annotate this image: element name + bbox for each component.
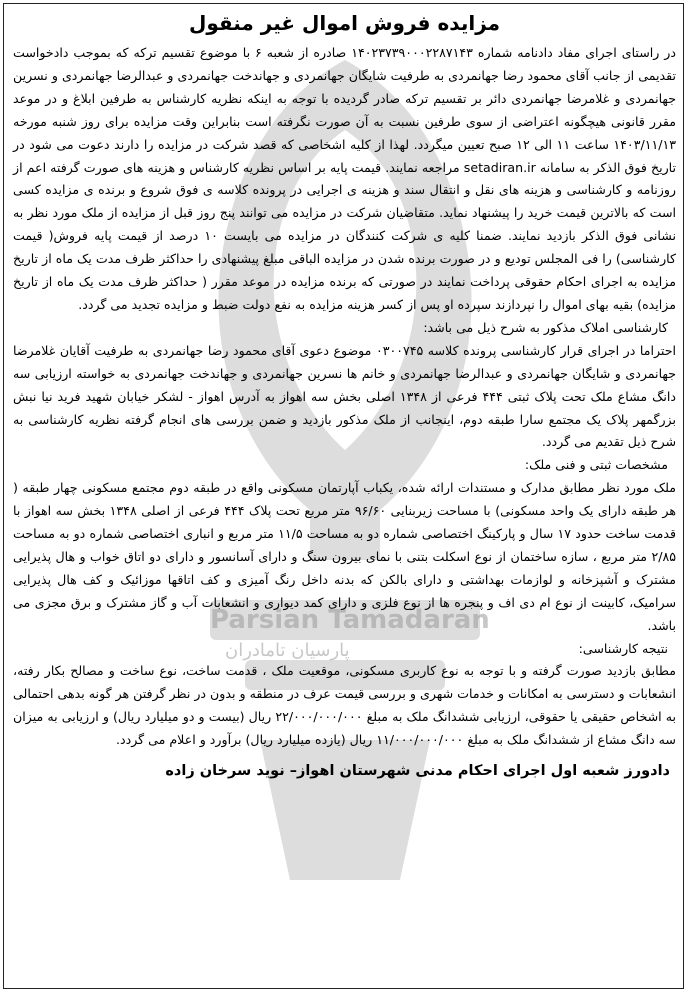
specs-paragraph: ملک مورد نظر مطابق مدارک و مستندات ارائه شده، یکباب آپارتمان مسکونی واقع در طبقه دوم مجتمع مسکونی چهار طبقه ( هر طبقه دارای یک واحد مسکونی) با مساحت زیربنایی ۹۶/۶۰ متر مربع تحت پلاک ۴۴۴ فرعی از اصلی ۱۳۴۸ بخش سه اهواز با قدمت ساخت حدود ۱۷ سال و پارکینگ اختصاصی شماره دو به مساحت ۱۱/۵ متر مربع و انباری اختصاصی شماره دو به مساحت ۲/۸۵ متر مربع ، سازه ساختمان از نوع اسکلت بتنی با نمای بیرون سنگ و دارای آسانسور و دارای دو اتاق خواب و هال پذیرایی مشترک و آشپزخانه و لوازمات بهداشتی و دارای بالکن که بدنه داخل رنگ آمیزی و کف اتاقها موزائیک و کف هال پذیرایی سرامیک، کابینت از نوع ام دی اف و پنجره ها از نوع فلزی و دارای کمد دیواری و انشعابات آب و گاز مشترک و برق مجزی می باشد.: [13, 480, 677, 633]
result-heading: نتیجه کارشناسی:: [578, 640, 668, 656]
intro-paragraph: در راستای اجرای مفاد دادنامه شماره ۱۴۰۲۳۷۳۹۰۰۰۲۲۸۷۱۴۳ صادره از شعبه ۶ با موضوع تقسیم ترکه که بموجب دادخواست تقدیمی از جانب آقای محمود رضا جهانمردی به طرفیت شایگان جهانمردی و جهاندخت جهانمردی و عبدالرضا جهانمردی و نسرین جهانمردی و غلامرضا جهانمردی دائر بر تقسیم ترکه صادر گردیده با توجه به اینکه نظریه کارشناس به طرفین ابلاغ و در موعد مقرر قانونی هیچگونه اعتراضی از سوی طرفین نسبت به آن صورت نگرفته است بنابراین وقت مزایده برای روز شنبه مورخه ۱۴۰۳/۱۱/۱۳ ساعت ۱۱ الی ۱۲ صبح تعیین میگردد. لهذا از کلیه اشخاصی که قصد شرکت در مزایده را دارند دعوت می شود در تاریخ فوق الذکر به سامانه setadiran.ir مراجعه نمایند. قیمت پایه بر اساس نظریه کارشناس و هزینه های صورت گرفته اعم از روزنامه و کارشناسی و هزینه های نقل و انتقال سند و هزینه ی اجرایی در پرونده کلاسه ی فوق شروع و برنده ی مزایده کسی است که بالاترین قیمت خرید را پیشنهاد نماید. متقاضیان شرکت در مزایده می توانند پنج روز قبل از مزایده از ملک مورد نظر به نشانی فوق الذکر بازدید نمایند. ضمنا کلیه ی شرکت کنندگان در مزایده می بایست ۱۰ درصد از قیمت پایه فروش( قیمت کارشناسی) را فی المجلس تودیع و در صورت برنده شدن در مزایده الباقی مبلغ پیشنهادی را حداکثر ظرف مدت یک ماه از تاریخ مزایده به اجرای احکام حقوقی پرداخت نمایند در صورتی که برنده مزایده در موعد مقرر ( حداکثر ظرف مدت یک ماه از تاریخ مزایده) بقیه بهای اموال را نپردازند سپرده او پس از کسر هزینه مزایده به نفع دولت ضبط و مزایده تجدید می گردد.: [13, 45, 677, 312]
signature-line: دادورز شعبه اول اجرای احکام مدنی شهرستان اهواز– نوید سرخان زاده: [165, 763, 670, 780]
watermark-text-latin: Parsian Tamadaran: [210, 605, 490, 635]
notice-body: [13, 6, 676, 784]
notice-title: مزایده فروش اموال غیر منقول: [188, 11, 501, 35]
expert-paragraph: احتراما در اجرای قرار کارشناسی پرونده کلاسه ۰۳۰۰۷۴۵ موضوع دعوی آقای محمود رضا جهانمردی به طرفیت آقایان غلامرضا جهانمردی و شایگان جهانمردی و عبدالرضا جهانمردی و خانم ها نسرین جهانمردی و جهاندخت جهانمردی به خواسته ارزیابی سه دانگ مشاع ملک تحت پلاک ثبتی ۴۴۴ فرعی از ۱۳۴۸ اصلی بخش سه اهواز به آدرس اهواز - لشکر خیابان شهید فرید نیا نبش بزرگمهر پلاک یک مجتمع سارا طبقه دوم، اینجانب از ملک مذکور بازدید و ضمن بررسی های انجام گرفته نظریه کارشناسی به شرح ذیل تقدیم می گردد.: [13, 342, 676, 450]
specs-heading: مشخصات ثبتی و فنی ملک:: [524, 457, 668, 473]
expert-heading: کارشناسی املاک مذکور به شرح ذیل می باشد:: [423, 319, 668, 335]
result-paragraph: مطابق بازدید صورت گرفته و با توجه به نوع کاربری مسکونی، موقعیت ملک ، قدمت ساخت، نوع ساخت و مصالح بکار رفته، انشعابات و دسترسی به امکانات و خدمات شهری و بررسی قیمت عرف در منطقه و بدون در نظر گرفتن هر گونه بدهی احتمالی به اشخاص حقیقی یا حقوقی، ارزیابی ششدانگ ملک به مبلغ ۲۲/۰۰۰/۰۰۰/۰۰۰ ریال (بیست و دو میلیارد ریال) و ارزیابی به میزان سه دانگ مشاع از ششدانگ ملک به مبلغ ۱۱/۰۰۰/۰۰۰/۰۰۰ ریال (یازده میلیارد ریال) برآورد و اعلام می گردد.: [13, 663, 676, 748]
watermark-text-persian: پارسیان تامادران: [225, 640, 350, 661]
